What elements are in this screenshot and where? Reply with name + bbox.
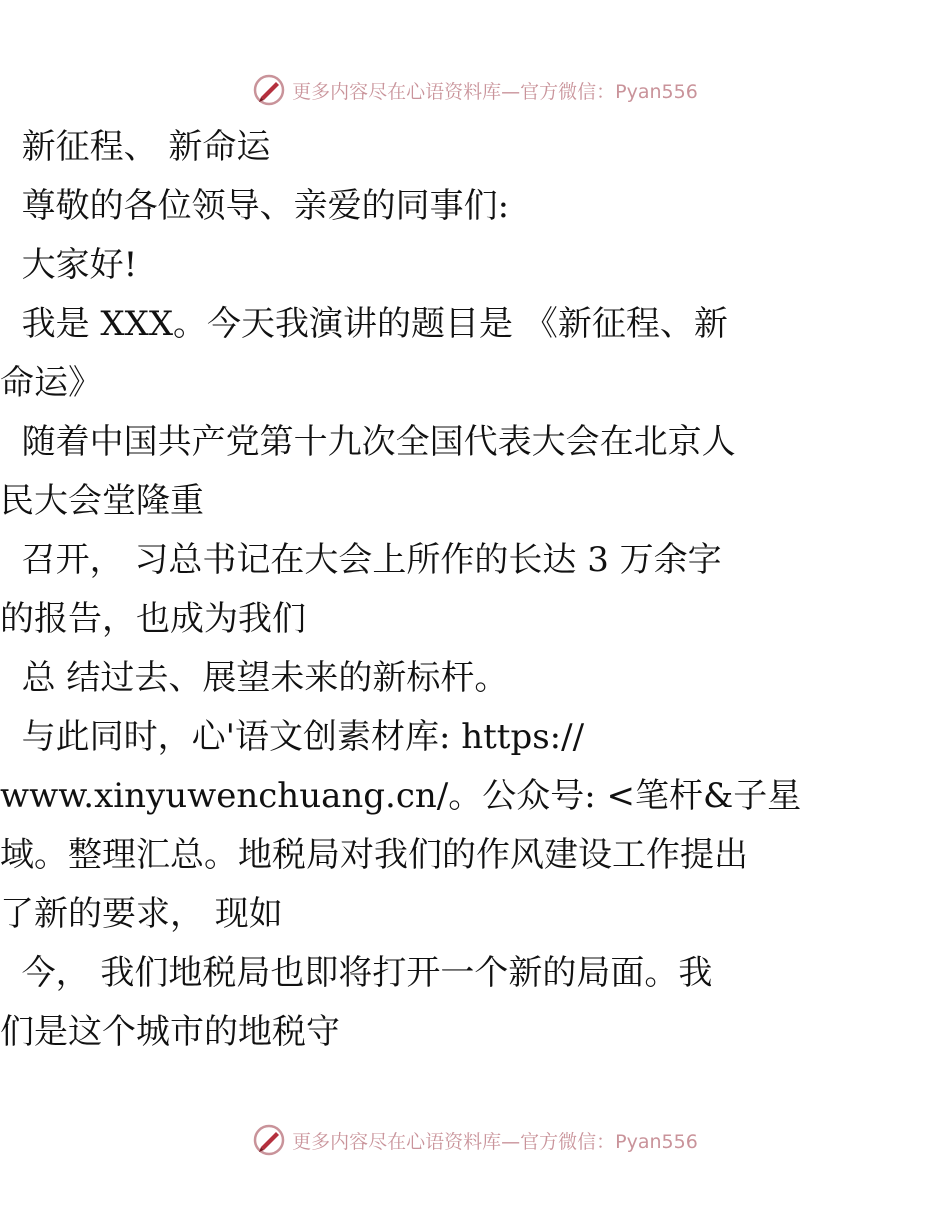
text-line: 的报告，也成为我们 — [0, 599, 306, 639]
text-line: 们是这个城市的地税守 — [0, 1012, 340, 1052]
footer-banner — [0, 1120, 950, 1160]
text-line: 了新的要求， 现如 — [0, 894, 283, 934]
banner-text: 更多内容尽在心语资料库—官方微信：Pyan556 — [292, 1130, 698, 1153]
text-line: 我是 XXX。今天我演讲的题目是 《新征程、新 — [0, 304, 728, 344]
text-line: 今， 我们地税局也即将打开一个新的局面。我 — [0, 953, 713, 993]
text-line: 新征程、 新命运 — [0, 127, 271, 167]
text-line: www.xinyuwenchuang.cn/。公众号: <笔杆&子星 — [0, 776, 802, 816]
header-banner — [0, 70, 950, 110]
text-line: 与此同时，心'语文创素材库: https:// — [0, 717, 585, 757]
text-line: 随着中国共产党第十九次全国代表大会在北京人 — [0, 422, 736, 462]
logo-icon — [252, 73, 286, 107]
text-line: 尊敬的各位领导、亲爱的同事们: — [0, 186, 510, 226]
text-line: 命运》 — [0, 363, 102, 403]
text-line: 大家好! — [0, 245, 138, 285]
text-line: 召开， 习总书记在大会上所作的长达 3 万余字 — [0, 540, 722, 580]
banner-text: 更多内容尽在心语资料库—官方微信：Pyan556 — [292, 80, 698, 103]
text-line: 民大会堂隆重 — [0, 481, 204, 521]
text-line: 总 结过去、展望未来的新标杆。 — [0, 658, 509, 698]
logo-icon — [252, 1123, 286, 1157]
text-line: 域。整理汇总。地税局对我们的作风建设工作提出 — [0, 835, 748, 875]
